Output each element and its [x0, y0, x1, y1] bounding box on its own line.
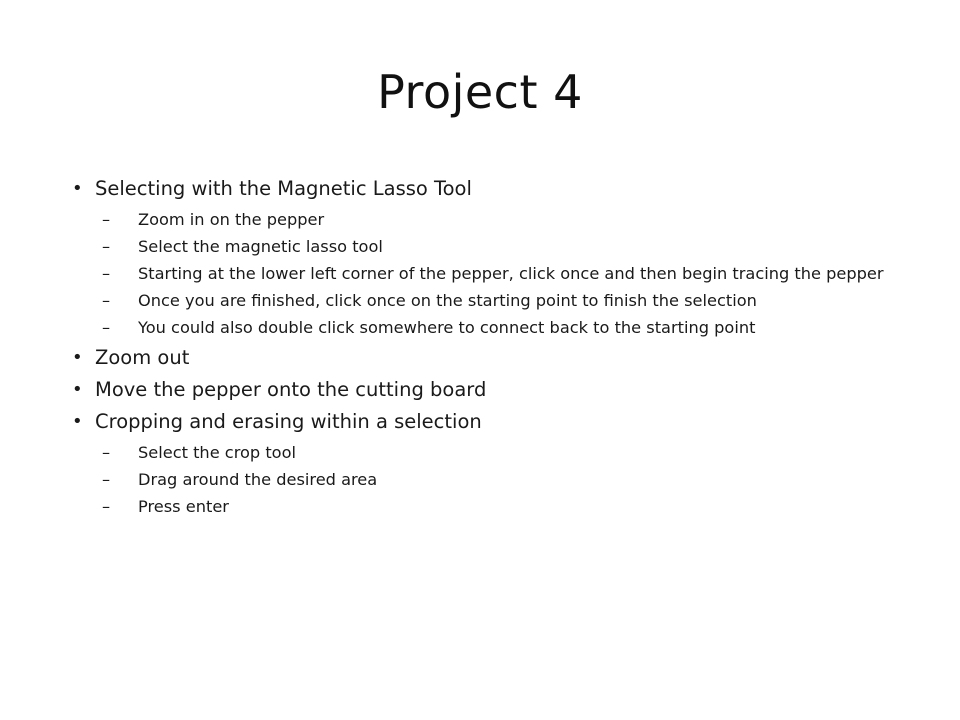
sub-bullet-text: You could also double click somewhere to connect back to the starting point [138, 318, 756, 337]
slide-body [72, 170, 892, 524]
sub-bullet-item [72, 264, 892, 283]
dash-icon: – [102, 264, 111, 283]
bullet-item [72, 345, 892, 371]
sub-bullet-item [72, 291, 892, 310]
dash-icon: – [102, 443, 111, 462]
sub-bullet-text: Drag around the desired area [138, 470, 378, 489]
dash-icon: – [102, 497, 111, 516]
sub-bullet-item [72, 443, 892, 462]
dash-icon: – [102, 318, 111, 337]
dash-icon: – [102, 210, 111, 229]
sub-bullet-text: Zoom in on the pepper [138, 210, 325, 229]
bullet-text: Selecting with the Magnetic Lasso Tool [95, 177, 472, 200]
bullet-icon: • [72, 347, 83, 368]
dash-icon: – [102, 291, 111, 310]
bullet-item [72, 377, 892, 403]
bullet-item [72, 176, 892, 202]
bullet-item [72, 409, 892, 435]
bullet-text: Cropping and erasing within a selection [95, 410, 482, 433]
dash-icon: – [102, 237, 111, 256]
bullet-icon: • [72, 379, 83, 400]
sub-bullet-item [72, 318, 892, 337]
sub-bullet-item [72, 470, 892, 489]
sub-bullet-text: Starting at the lower left corner of the pepper, click once and then begin tracing the pepper [138, 264, 884, 283]
sub-bullet-text: Select the crop tool [138, 443, 296, 462]
bullet-text: Zoom out [95, 346, 190, 369]
sub-bullet-item [72, 497, 892, 516]
sub-bullet-item [72, 210, 892, 229]
sub-bullet-text: Press enter [138, 497, 229, 516]
sub-bullet-item [72, 237, 892, 256]
bullet-icon: • [72, 411, 83, 432]
slide-title: Project 4 [377, 65, 583, 119]
sub-bullet-text: Select the magnetic lasso tool [138, 237, 383, 256]
dash-icon: – [102, 470, 111, 489]
bullet-icon: • [72, 178, 83, 199]
sub-bullet-text: Once you are finished, click once on the starting point to finish the selection [138, 291, 757, 310]
bullet-text: Move the pepper onto the cutting board [95, 378, 487, 401]
